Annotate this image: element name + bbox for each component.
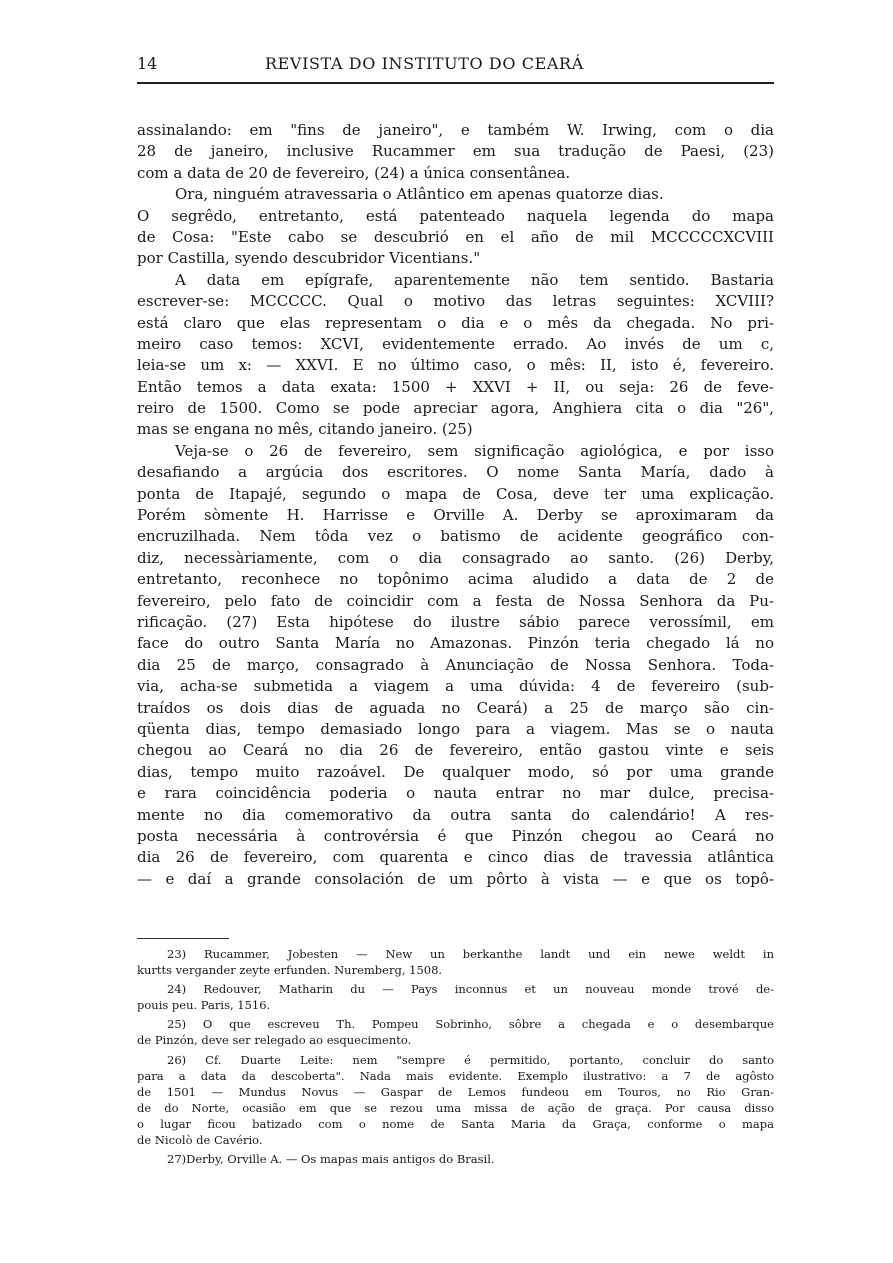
body-line: encruzilhada. Nem tôda vez o batismo de acidente geográfico con- <box>137 527 774 546</box>
body-line: dia 25 de março, consagrado à Anunciação de Nossa Senhora. Toda- <box>137 655 774 674</box>
body-line: Veja-se o 26 de fevereiro, sem significação agiológica, e por isso <box>175 441 774 460</box>
body-line: dias, tempo muito razoável. De qualquer modo, só por uma grande <box>137 762 774 781</box>
body-line: por Castilla, syendo descubridor Vicentians." <box>137 249 481 268</box>
body-line: posta necessária à controvérsia é que Pinzón chegou ao Ceará no <box>137 826 774 845</box>
body-line: dia 26 de fevereiro, com quarenta e cinco dias de travessia atlântica <box>137 848 774 867</box>
footnotes <box>137 946 774 1167</box>
body-line: escrever-se: MCCCCC. Qual o motivo das letras seguintes: XCVIII? <box>137 292 774 311</box>
footnote-line: 24) Redouver, Matharin du — Pays inconnus et un nouveau monde trové de- <box>167 982 774 997</box>
body-line: com a data de 20 de fevereiro, (24) a única consentânea. <box>137 163 571 182</box>
body-line: Ora, ninguém atravessaria o Atlântico em apenas quatorze dias. <box>175 185 664 204</box>
body-line: mas se engana no mês, citando janeiro. (25) <box>137 420 473 439</box>
body-line: — e daí a grande consolación de um pôrto à vista — e que os topô- <box>137 869 774 888</box>
body-line: diz, necessàriamente, com o dia consagrado ao santo. (26) Derby, <box>137 548 774 567</box>
footnote-26 <box>137 1052 774 1149</box>
footnote-25 <box>137 1016 774 1048</box>
body-text <box>137 120 774 890</box>
body-line: face do outro Santa María no Amazonas. Pinzón teria chegado lá no <box>137 634 774 653</box>
footnote-line: kurtts vergander zeyte erfunden. Nuremberg, 1508. <box>137 963 443 978</box>
body-line: A data em epígrafe, aparentemente não tem sentido. Bastaria <box>175 270 774 289</box>
body-line: via, acha-se submetida a viagem a uma dúvida: 4 de fevereiro (sub- <box>137 677 774 696</box>
running-title: REVISTA DO INSTITUTO DO CEARÁ <box>265 54 584 73</box>
footnote-line: 27)Derby, Orville A. — Os mapas mais antigos do Brasil. <box>167 1152 495 1167</box>
body-line: fevereiro, pelo fato de coincidir com a festa de Nossa Senhora da Pu- <box>137 591 774 610</box>
footnote-line: para a data da descoberta". Nada mais evidente. Exemplo ilustrativo: a 7 de agôsto <box>137 1068 774 1083</box>
body-line: O segrêdo, entretanto, está patenteado naquela legenda do mapa <box>137 206 774 225</box>
body-line: mente no dia comemorativo da outra santa do calendário! A res- <box>137 805 774 824</box>
body-line: ponta de Itapajé, segundo o mapa de Cosa, deve ter uma explicação. <box>137 484 774 503</box>
body-line: traídos os dois dias de aguada no Ceará) a 25 de março são cin- <box>137 698 774 717</box>
footnote-separator <box>137 938 229 939</box>
body-line: entretanto, reconhece no topônimo acima aludido a data de 2 de <box>137 570 774 589</box>
body-line: leia-se um x: — XXVI. E no último caso, o mês: II, isto é, fevereiro. <box>137 356 774 375</box>
body-line: assinalando: em "fins de janeiro", e também W. Irwing, com o dia <box>137 121 774 139</box>
body-line: rificação. (27) Esta hipótese do ilustre sábio parece verossímil, em <box>137 612 774 631</box>
footnote-line: de Nicolò de Cavério. <box>137 1133 263 1148</box>
body-line: meiro caso temos: XCVI, evidentemente errado. Ao invés de um c, <box>137 334 774 353</box>
footnote-23 <box>137 946 774 978</box>
body-line: e rara coincidência poderia o nauta entrar no mar dulce, precisa- <box>137 784 774 803</box>
body-line: reiro de 1500. Como se pode apreciar agora, Anghiera cita o dia "26", <box>137 399 774 418</box>
body-line: Porém sòmente H. Harrisse e Orville A. Derby se aproximaram da <box>137 506 774 525</box>
body-line: chegou ao Ceará no dia 26 de fevereiro, então gastou vinte e seis <box>137 741 774 760</box>
body-line: 28 de janeiro, inclusive Rucammer em sua tradução de Paesi, (23) <box>137 142 774 161</box>
body-line: Então temos a data exata: 1500 + XXVI + II, ou seja: 26 de feve- <box>137 377 774 396</box>
footnote-line: de do Norte, ocasião em que se rezou uma missa de ação de graça. Por causa disso <box>137 1100 774 1115</box>
footnote-27 <box>137 1151 774 1167</box>
footnote-24 <box>137 981 774 1013</box>
footnote-line: pouis peu. Paris, 1516. <box>137 998 271 1013</box>
body-line: desafiando a argúcia dos escritores. O nome Santa María, dado à <box>137 463 774 482</box>
body-line: está claro que elas representam o dia e o mês da chegada. No pri- <box>137 313 774 332</box>
header-rule <box>137 82 774 84</box>
footnote-line: de Pinzón, deve ser relegado ao esquecimento. <box>137 1033 412 1048</box>
body-line: de Cosa: "Este cabo se descubrió en el año de mil MCCCCCXCVIII <box>137 227 774 246</box>
body-line: qüenta dias, tempo demasiado longo para a viagem. Mas se o nauta <box>137 719 774 738</box>
page-number: 14 <box>137 54 158 73</box>
footnote-line: 23) Rucammer, Jobesten — New un berkanthe landt und ein newe weldt in <box>167 947 774 961</box>
footnote-line: 26) Cf. Duarte Leite: nem "sempre é permitido, portanto, concluir do santo <box>167 1052 774 1067</box>
footnote-line: o lugar ficou batizado com o nome de Santa Maria da Graça, conforme o mapa <box>137 1116 774 1131</box>
footnote-line: de 1501 — Mundus Novus — Gaspar de Lemos fundeou em Touros, no Rio Gran- <box>137 1084 774 1099</box>
footnote-line: 25) O que escreveu Th. Pompeu Sobrinho, sôbre a chegada e o desembarque <box>167 1017 774 1032</box>
running-header <box>137 54 774 76</box>
